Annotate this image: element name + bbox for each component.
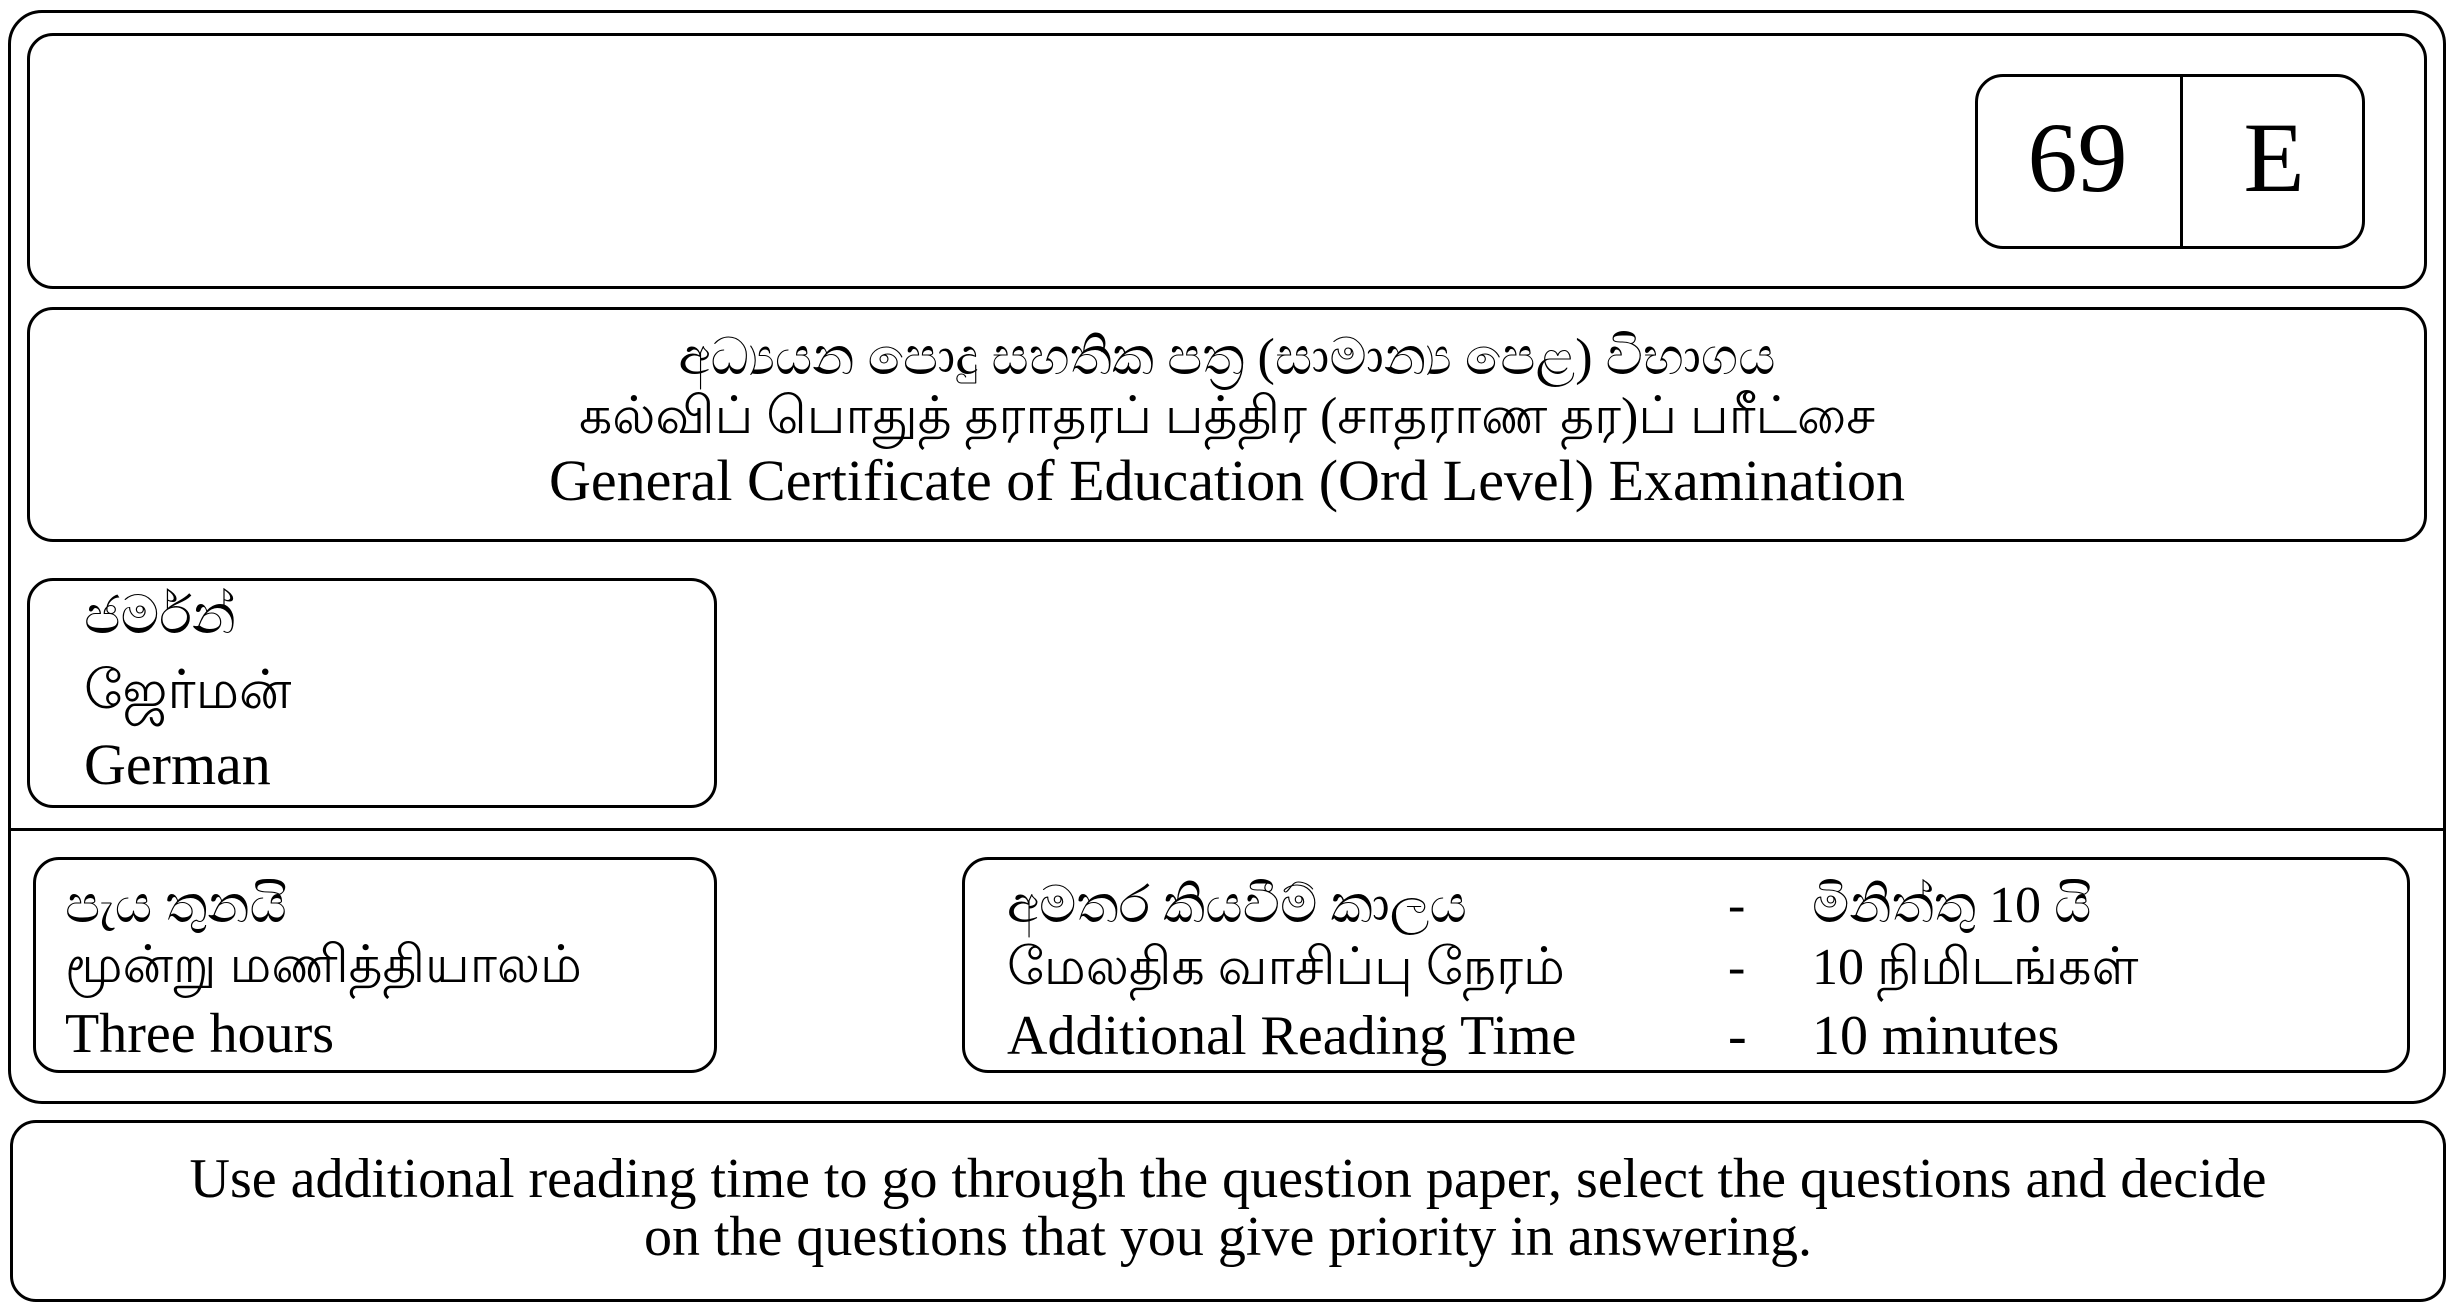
subject-tamil: ஜேர்மன் — [84, 660, 292, 720]
exam-title-english: General Certificate of Education (Ord Level) Examination — [549, 448, 1905, 513]
instruction-text: Use additional reading time to go through the question paper, select the questions and decide on the questions that you give priority in answering. — [189, 1148, 2267, 1268]
exam-title-tamil: கல்விப் பொதுத் தராதரப் பத்திர (சாதராண தர)ப் பரீட்சை — [579, 388, 1875, 445]
exam-title-sinhala: අධ්‍යයන පොදු සහතික පත්‍ර (සාමාන්‍ය පෙළ) විභාගය — [678, 329, 1776, 386]
duration-tamil: மூன்று மணித்தியாலம் — [65, 937, 582, 994]
reading-time-label-english: Additional Reading Time — [1007, 1005, 1577, 1067]
reading-time-dash: - — [1728, 939, 1746, 996]
reading-time-label-tamil: மேலதிக வாசிப்பு நேரம் — [1007, 939, 1565, 996]
reading-time-value-sinhala: මිනිත්තු 10 යි — [1812, 877, 2092, 934]
subject-sinhala: ජර්මන් — [84, 585, 236, 645]
reading-time-label-sinhala: අමතර කියවීම් කාලය — [1007, 877, 1467, 934]
section-divider — [8, 828, 2446, 831]
reading-time-dash: - — [1728, 877, 1746, 934]
subject-english: German — [84, 732, 271, 797]
reading-time-dash: - — [1728, 1005, 1747, 1067]
paper-code-letter: E — [2243, 102, 2305, 213]
reading-time-value-english: 10 minutes — [1812, 1005, 2060, 1067]
reading-time-value-tamil: 10 நிமிடங்கள் — [1812, 939, 2139, 996]
duration-sinhala: පැය තුනයි — [65, 877, 287, 934]
paper-code-number: 69 — [2027, 102, 2128, 213]
duration-english: Three hours — [65, 1003, 335, 1065]
